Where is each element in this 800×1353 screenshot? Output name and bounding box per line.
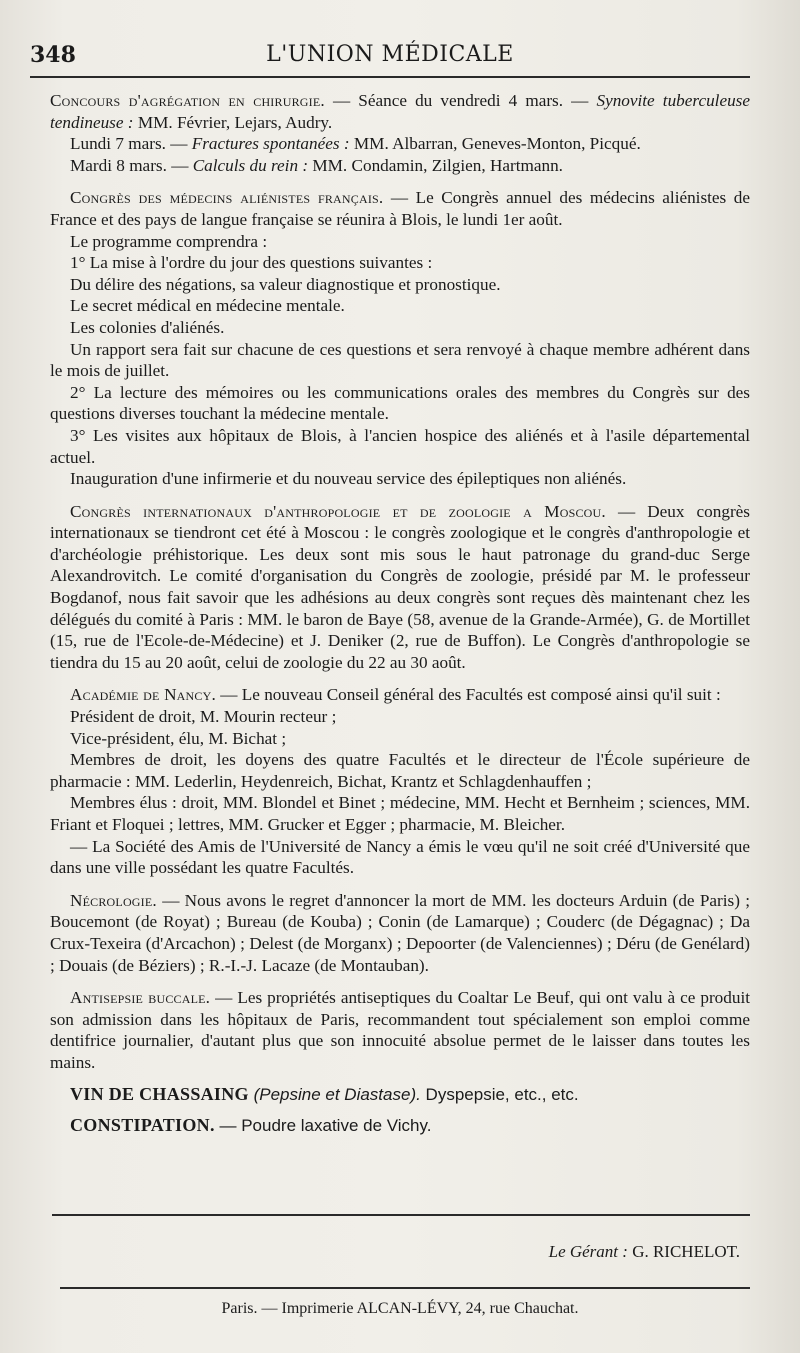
nancy-line: — La Société des Amis de l'Université de Nancy a émis le vœu qu'il ne soit créé d'Université que dans une ville possédant les quatre Facultés. bbox=[50, 836, 750, 878]
page-header bbox=[30, 38, 750, 74]
nancy-line: Vice-président, élu, M. Bichat ; bbox=[70, 728, 287, 748]
section-label: Antisepsie buccale. bbox=[70, 988, 211, 1008]
alienistes-line: Le secret médical en médecine mentale. bbox=[70, 296, 345, 316]
running-title: L'UNION MÉDICALE bbox=[266, 42, 514, 67]
nancy-line: Membres de droit, les doyens des quatre Facultés et le directeur de l'École supérieure de pharmacie : MM. Lederlin, Heydenreich, Bichat, Krantz et Schlagdenhauffen ; bbox=[50, 750, 750, 791]
section-label: Nécrologie. bbox=[70, 890, 157, 910]
antisepsie-paragraph: Antisepsie buccale. — Les propriétés antiseptiques du Coaltar Le Beuf, qui ont valu à ce produit son admission dans les hôpitaux de Paris, recommandent tout spécialement son emploi comme dentifrice journalier, d'autant plus que son innocuité absolue permet de le laisser dans toutes les mains. bbox=[50, 988, 750, 1072]
ad-constipation: CONSTIPATION. — Poudre laxative de Vichy. bbox=[70, 1115, 432, 1136]
alienistes-line: Un rapport sera fait sur chacune de ces questions et sera renvoyé à chaque membre adhérent dans le mois de juillet. bbox=[50, 339, 750, 381]
section-label: Concours d'agrégation en chirurgie. bbox=[50, 91, 325, 110]
article-body bbox=[50, 90, 750, 1137]
nancy-line: Membres élus : droit, MM. Blondel et Binet ; médecine, MM. Hecht et Bernheim ; sciences, MM. Friant et Floquei ; lettres, MM. Grucker et Egger ; pharmacie, M. Bleicher. bbox=[50, 793, 750, 834]
necrologie-paragraph: Nécrologie. — Nous avons le regret d'annoncer la mort de MM. les docteurs Arduin (de Paris) ; Boucemont (de Royat) ; Bureau (de Kouba) ; Conin (de Lamarque) ; Couderc (de Dégagnac) ; Da Crux-Texeira (d'Arcachon) ; Delest (de Morganx) ; Depoorter (de Valenciennes) ; Déru (de Genélard) ; Douais (de Béziers) ; R.-I.-J. Lacaze (de Montauban). bbox=[50, 890, 750, 975]
footer-rule bbox=[52, 1214, 750, 1216]
section-label: Congrès internationaux d'anthropologie et de zoologie a Moscou. bbox=[70, 501, 606, 521]
alienistes-line: 2° La lecture des mémoires ou les communications orales des membres du Congrès sur des questions diverses touchant la médecine mentale. bbox=[50, 382, 750, 424]
agregation-line-mardi: Mardi 8 mars. — Calculs du rein : MM. Condamin, Zilgien, Hartmann. bbox=[70, 155, 563, 175]
moscou-paragraph: Congrès internationaux d'anthropologie et de zoologie a Moscou. — Deux congrès internationaux se tiendront cet été à Moscou : le congrès zoologique et le congrès d'anthropologie et d'archéologie préhistorique. Les deux sont mis sous le haut patronage du grand-duc Serge Alexandrovitch. Le comité d'organisation du Congrès de zoologie, présidé par M. le professeur Bogdanof, nous fait savoir que les adhésions au deux congrès sont reçues dès maintenant chez les délégués du comité à Paris : MM. le baron de Baye (58, avenue de la Grande-Armée), G. de Mortillet (15, rue de l'Ecole-de-Médecine) et J. Deniker (2, rue de Buffon). Le Congrès d'anthropologie se tiendra du 15 au 20 août, celui de zoologie du 22 au 30 août. bbox=[50, 501, 750, 672]
printer-imprint: Paris. — Imprimerie ALCAN-LÉVY, 24, rue Chauchat. bbox=[221, 1300, 579, 1317]
nancy-paragraph: Académie de Nancy. — Le nouveau Conseil général des Facultés est composé ainsi qu'il suit : bbox=[70, 685, 721, 705]
alienistes-line: 3° Les visites aux hôpitaux de Blois, à l'ancien hospice des aliénés et à l'asile départemental actuel. bbox=[50, 425, 750, 467]
ad-vin-de-chassaing: VIN DE CHASSAING (Pepsine et Diastase). Dyspepsie, etc., etc. bbox=[70, 1083, 579, 1104]
alienistes-line: Du délire des négations, sa valeur diagnostique et pronostique. bbox=[70, 274, 501, 294]
alienistes-line: Le programme comprendra : bbox=[70, 231, 268, 251]
alienistes-line: Inauguration d'une infirmerie et du nouveau service des épileptiques non aliénés. bbox=[70, 469, 627, 489]
section-label: Congrès des médecins aliénistes français. bbox=[70, 188, 384, 208]
agregation-paragraph: Concours d'agrégation en chirurgie. — Séance du vendredi 4 mars. — Synovite tuberculeuse tendineuse : MM. Février, Lejars, Audry. bbox=[50, 91, 750, 132]
agregation-line-lundi: Lundi 7 mars. — Fractures spontanées : MM. Albarran, Geneves-Monton, Picqué. bbox=[70, 134, 641, 154]
alienistes-line: 1° La mise à l'ordre du jour des questions suivantes : bbox=[70, 253, 433, 273]
imprint-rule bbox=[60, 1287, 750, 1289]
page-number: 348 bbox=[30, 42, 76, 68]
alienistes-line: Les colonies d'aliénés. bbox=[70, 317, 225, 337]
nancy-line: Président de droit, M. Mourin recteur ; bbox=[70, 707, 337, 727]
alienistes-paragraph: Congrès des médecins aliénistes français. — Le Congrès annuel des médecins aliénistes de France et des pays de langue française se réunira à Blois, le lundi 1er août. bbox=[50, 188, 750, 229]
gerant-signature: Le Gérant : G. RICHELOT. bbox=[548, 1242, 740, 1261]
section-label: Académie de Nancy. bbox=[70, 685, 216, 705]
header-rule bbox=[30, 76, 750, 78]
